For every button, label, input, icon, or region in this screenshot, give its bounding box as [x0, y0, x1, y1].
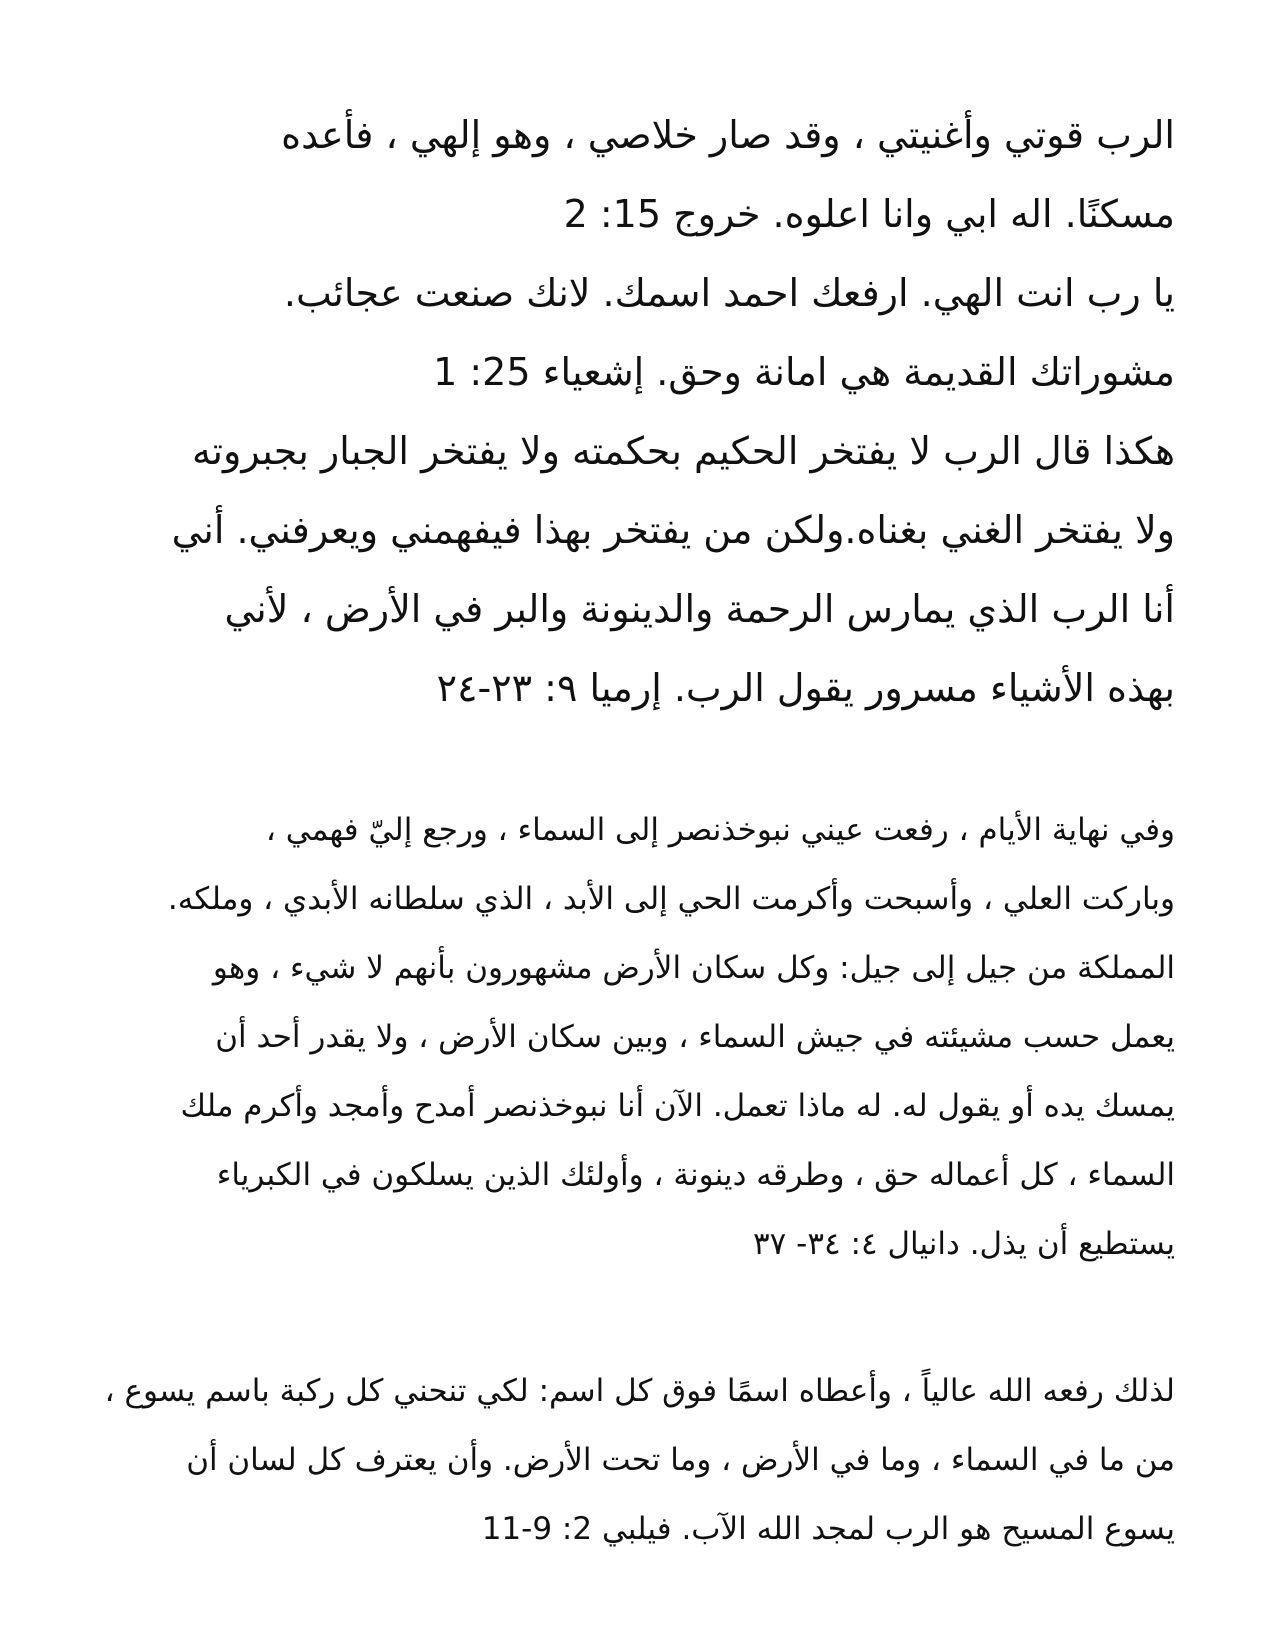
text-line: مشوراتك القديمة هي امانة وحق. إشعياء 25: 1 [433, 350, 1175, 394]
text-line: السماء ، كل أعماله حق ، وطرقه دينونة ، وأولئك الذين يسلكون في الكبرياء [216, 1157, 1175, 1193]
text-line: يمسك يده أو يقول له. له ماذا تعمل. الآن أنا نبوخذنصر أمدح وأمجد وأكرم ملك [180, 1088, 1175, 1124]
document-page [95, 96, 1175, 1564]
text-line: يعمل حسب مشيئته في جيش السماء ، وبين سكان الأرض ، ولا يقدر أحد أن [215, 1019, 1175, 1055]
text-line: وفي نهاية الأيام ، رفعت عيني نبوخذنصر إلى السماء ، ورجع إليّ فهمي ، [265, 812, 1175, 848]
paragraph-spacer [95, 1279, 1175, 1357]
passage-daniel [95, 796, 1175, 1279]
text-line: وباركت العلي ، وأسبحت وأكرمت الحي إلى الأبد ، الذي سلطانه الأبدي ، وملكه. [167, 881, 1175, 917]
text-line: يا رب انت الهي. ارفعك احمد اسمك. لانك صنعت عجائب. [283, 271, 1175, 315]
text-line: من ما في السماء ، وما في الأرض ، وما تحت الأرض. وأن يعترف كل لسان أن [186, 1442, 1175, 1478]
text-line: هكذا قال الرب لا يفتخر الحكيم بحكمته ولا يفتخر الجبار بجبروته [192, 429, 1175, 473]
passage-philippians [95, 1357, 1175, 1564]
text-line: مسكنًا. اله ابي وانا اعلوه. خروج 15: 2 [563, 192, 1175, 236]
paragraph-spacer [95, 728, 1175, 796]
text-line: يستطيع أن يذل. دانيال ٤: ٣٤- ٣٧ [752, 1226, 1175, 1262]
text-line: الرب قوتي وأغنيتي ، وقد صار خلاصي ، وهو إلهي ، فأعده [281, 113, 1175, 157]
text-line: أنا الرب الذي يمارس الرحمة والدينونة والبر في الأرض ، لأني [224, 587, 1175, 631]
text-line: المملكة من جيل إلى جيل: وكل سكان الأرض مشهورون بأنهم لا شيء ، وهو [212, 950, 1175, 986]
text-line: يسوع المسيح هو الرب لمجد الله الآب. فيلبي 2: 9-11 [481, 1511, 1175, 1547]
text-line: لذلك رفعه الله عالياً ، وأعطاه اسمًا فوق كل اسم: لكي تنحني كل ركبة باسم يسوع ، [104, 1373, 1175, 1409]
passage-exodus-isaiah-jeremiah [95, 96, 1175, 728]
text-line: بهذه الأشياء مسرور يقول الرب. إرميا ٩: ٢٣-٢٤ [436, 666, 1175, 710]
text-line: ولا يفتخر الغني بغناه.ولكن من يفتخر بهذا فيفهمني ويعرفني. أني [171, 508, 1175, 552]
